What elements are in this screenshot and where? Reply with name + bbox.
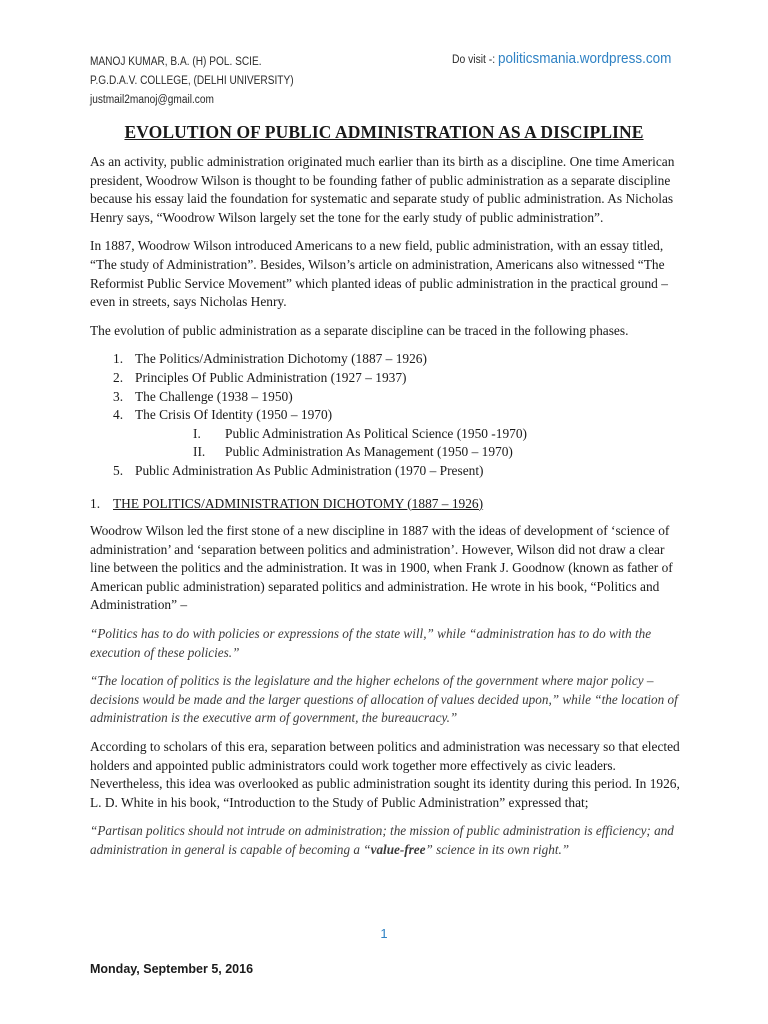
footer-date: Monday, September 5, 2016 xyxy=(90,962,254,976)
author-email: justmail2manoj@gmail.com xyxy=(90,94,214,106)
list-number: 4. xyxy=(113,407,124,423)
document-body xyxy=(90,153,680,870)
white-quote xyxy=(90,822,680,859)
sub-phase-text: Public Administration As Management (1950 – 1970) xyxy=(225,444,513,460)
author-name: MANOJ KUMAR, B.A. (H) POL. SCIE. xyxy=(90,56,262,68)
phase-text: The Crisis Of Identity (1950 – 1970) xyxy=(135,407,333,423)
phase-item xyxy=(90,406,680,462)
section-paragraph-1: Woodrow Wilson led the first stone of a new discipline in 1887 with the ideas of development of ‘science of administration’ and ‘separation between politics and administration’. However, Wilson did not draw a clear line between the politics and the administration. It was in 1900, when Frank J. Goodnow (known as father of American public administration) separated politics and administration. He wrote in his book, “Politics and Administration” – xyxy=(90,523,673,613)
section-heading-text: THE POLITICS/ADMINISTRATION DICHOTOMY (1887 – 1926) xyxy=(113,495,484,511)
intro-paragraph-3: The evolution of public administration as a separate discipline can be traced in the following phases. xyxy=(90,322,629,338)
page-number: 1 xyxy=(380,926,388,941)
website-link[interactable]: politicsmania.wordpress.com xyxy=(498,50,672,67)
phase-text: Principles Of Public Administration (1927 – 1937) xyxy=(135,369,407,385)
list-number: 2. xyxy=(113,369,124,385)
roman-number: I. xyxy=(193,425,201,441)
goodnow-quote-1: “Politics has to do with policies or expressions of the state will,” while “administration has to do with the execution of these policies.” xyxy=(90,626,652,660)
quote-text: “Partisan politics should not intrude on administration; the mission of public administration is efficiency; and administration in general is capable of becoming a “ xyxy=(90,823,674,857)
phase-text: The Politics/Administration Dichotomy (1887 – 1926) xyxy=(135,351,427,367)
section-paragraph-2: According to scholars of this era, separation between politics and administration was necessary so that elected holders and appointed public administrators could work together more effectively as civic leaders. Nevertheless, this idea was overlooked as public administration sought its identity during this period. In 1926, L. D. White in his book, “Introduction to the Study of Public Administration” expressed that; xyxy=(90,739,680,810)
phase-item xyxy=(90,369,680,388)
phase-text: Public Administration As Public Administration (1970 – Present) xyxy=(135,462,484,478)
sub-phase-text: Public Administration As Political Science (1950 -1970) xyxy=(225,425,528,441)
author-college: P.G.D.A.V. COLLEGE, (DELHI UNIVERSITY) xyxy=(90,75,294,87)
section-number: 1. xyxy=(90,495,101,511)
roman-number: II. xyxy=(193,444,206,460)
phase-item xyxy=(90,462,680,481)
phase-item xyxy=(90,350,680,369)
sub-phase-item xyxy=(135,425,680,444)
author-header xyxy=(90,53,294,110)
sub-phase-item xyxy=(135,443,680,462)
section-heading xyxy=(90,495,680,514)
sub-phase-list xyxy=(135,425,680,462)
visit-label: Do visit -: xyxy=(452,54,499,66)
goodnow-quote-2: “The location of politics is the legislature and the higher echelons of the government where major policy – decisions would be made and the larger questions of allocation of values decided upon,” while “the location of administration is the executive arm of government, the bureaucracy.” xyxy=(90,673,678,726)
quote-emphasis: value-free xyxy=(370,842,426,857)
quote-text: ” science in its own right.” xyxy=(425,842,570,857)
phase-text: The Challenge (1938 – 1950) xyxy=(135,388,293,404)
phase-list xyxy=(90,350,680,480)
list-number: 5. xyxy=(113,462,124,478)
list-number: 1. xyxy=(113,351,124,367)
phase-item xyxy=(90,388,680,407)
intro-paragraph-1: As an activity, public administration originated much earlier than its birth as a discipline. One time American president, Woodrow Wilson is thought to be founding father of public administration as a separate discipline because his essay laid the foundation for systematic and separate study of public administration. As Nicholas Henry says, “Woodrow Wilson largely set the tone for the early study of public administration”. xyxy=(90,154,675,225)
intro-paragraph-2: In 1887, Woodrow Wilson introduced Americans to a new field, public administration, with an essay titled, “The study of Administration”. Besides, Wilson’s article on administration, Americans also witnessed “The Reformist Public Service Movement” which planted ideas of public administration in the practical ground – even in streets, says Nicholas Henry. xyxy=(90,238,668,310)
list-number: 3. xyxy=(113,388,124,404)
document-title: EVOLUTION OF PUBLIC ADMINISTRATION AS A DISCIPLINE xyxy=(124,122,644,142)
visit-header xyxy=(452,50,671,67)
